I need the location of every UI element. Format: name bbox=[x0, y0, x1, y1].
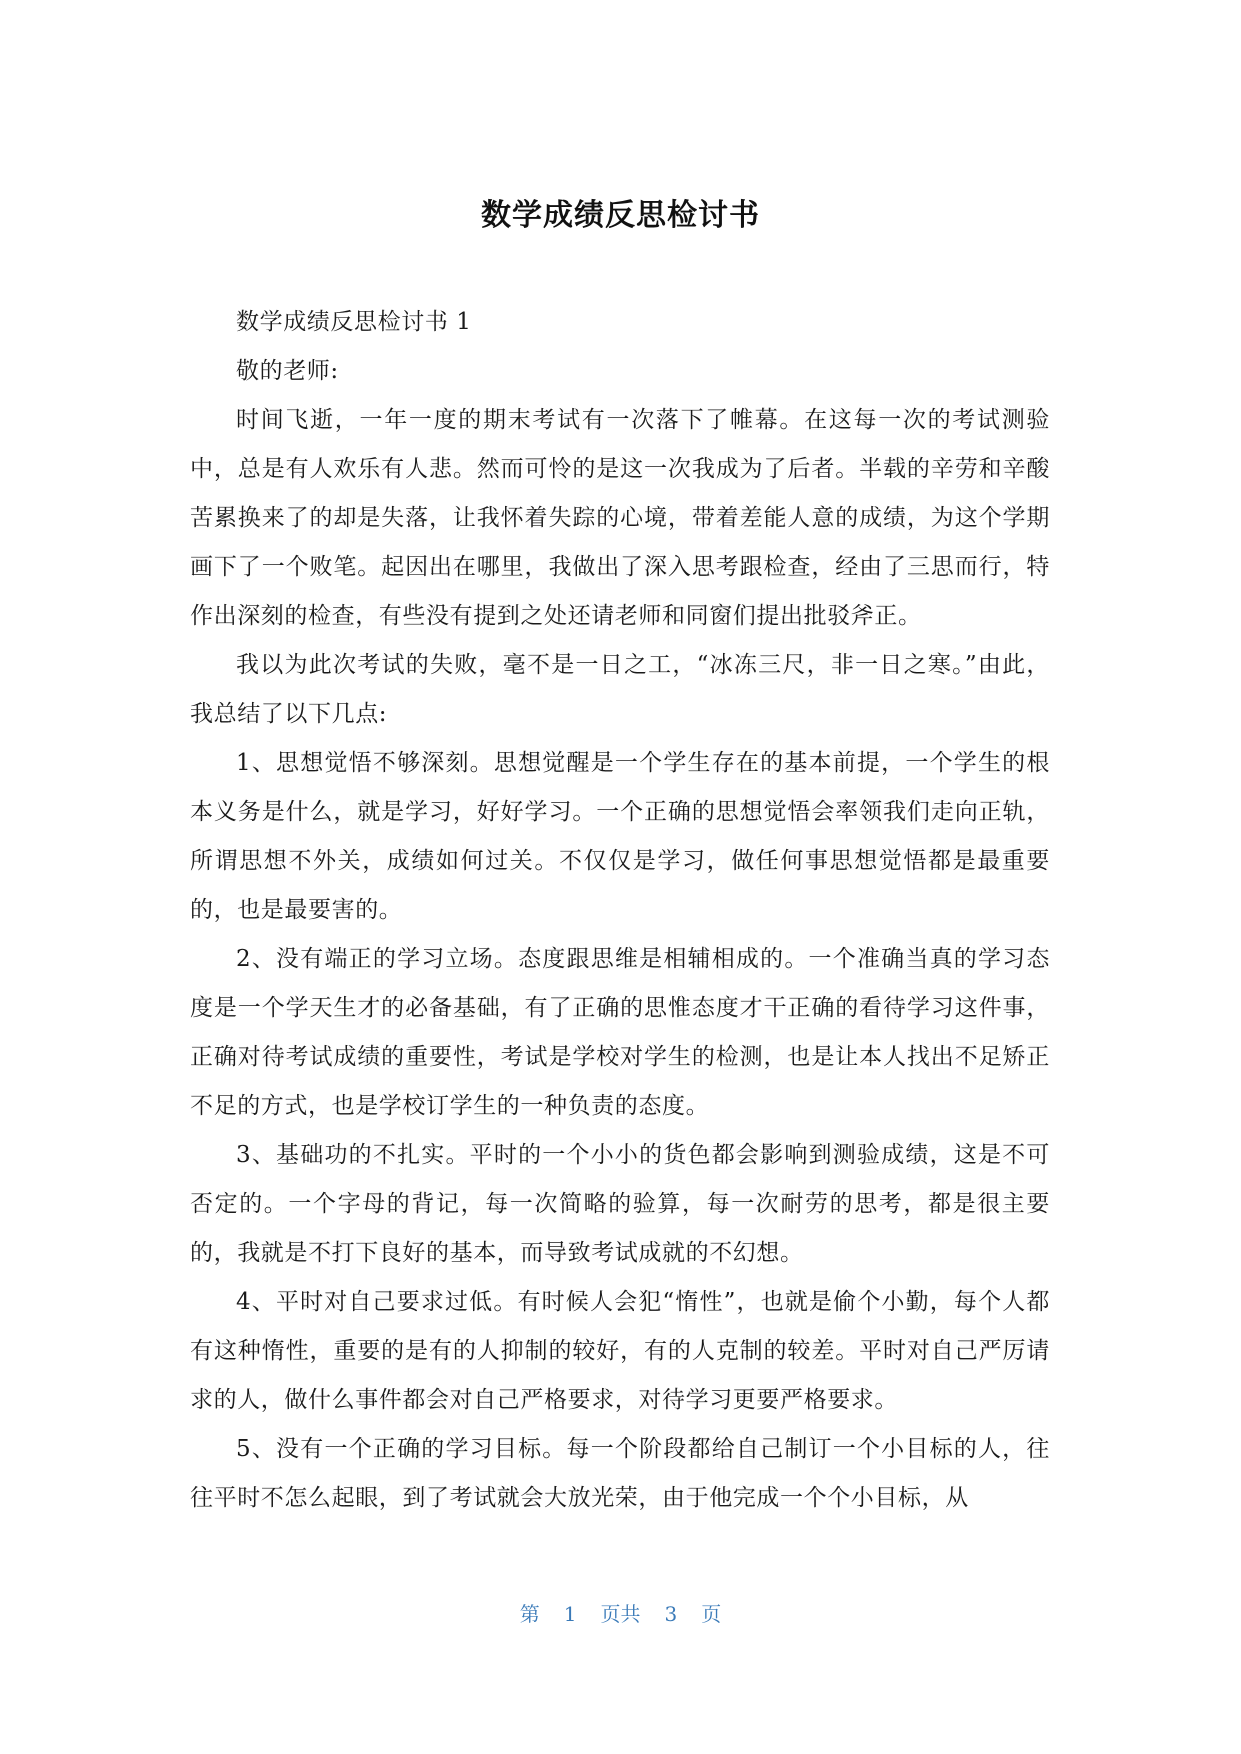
paragraph: 时间飞逝，一年一度的期末考试有一次落下了帷幕。在这每一次的考试测验中，总是有人欢乐有人悲。然而可怜的是这一次我成为了后者。半载的辛劳和辛酸苦累换来了的却是失落，让我怀着失踪的心境，带着差能人意的成绩，为这个学期画下了一个败笔。起因出在哪里，我做出了深入思考跟检查，经由了三思而行，特作出深刻的检查，有些没有提到之处还请老师和同窗们提出批驳斧正。 bbox=[190, 407, 1050, 629]
paragraph: 4、平时对自己要求过低。有时候人会犯“惰性”，也就是偷个小勤，每个人都有这种惰性，重要的是有的人抑制的较好，有的人克制的较差。平时对自己严厉请求的人，做什么事件都会对自己严格要求，对待学习更要严格要求。 bbox=[190, 1289, 1050, 1413]
page-footer bbox=[0, 1598, 1241, 1627]
footer-middle: 页共 bbox=[600, 1602, 641, 1626]
paragraph-salutation: 敬的老师: bbox=[236, 358, 339, 384]
paragraph: 我以为此次考试的失败，毫不是一日之工，“冰冻三尺，非一日之寒。”由此，我总结了以下几点: bbox=[190, 652, 1050, 727]
footer-current-page: 1 bbox=[563, 1602, 577, 1626]
paragraph: 1、思想觉悟不够深刻。思想觉醒是一个学生存在的基本前提，一个学生的根本义务是什么，就是学习，好好学习。一个正确的思想觉悟会率领我们走向正轨，所谓思想不外关，成绩如何过关。不仅仅是学习，做任何事思想觉悟都是最重要的，也是最要害的。 bbox=[190, 750, 1050, 923]
paragraph: 5、没有一个正确的学习目标。每一个阶段都给自己制订一个小目标的人，往往平时不怎么起眼，到了考试就会大放光荣，由于他完成一个个小目标，从 bbox=[190, 1436, 1050, 1511]
paragraph-subtitle: 数学成绩反思检讨书 1 bbox=[236, 309, 472, 335]
document-body bbox=[190, 298, 1050, 1523]
paragraph: 3、基础功的不扎实。平时的一个小小的货色都会影响到测验成绩，这是不可否定的。一个字母的背记，每一次简略的验算，每一次耐劳的思考，都是很主要的，我就是不打下良好的基本，而导致考试成就的不幻想。 bbox=[190, 1142, 1050, 1266]
document-title: 数学成绩反思检讨书 bbox=[481, 198, 760, 233]
footer-suffix: 页 bbox=[701, 1602, 722, 1626]
paragraph: 2、没有端正的学习立场。态度跟思维是相辅相成的。一个准确当真的学习态度是一个学天生才的必备基础，有了正确的思惟态度才干正确的看待学习这件事，正确对待考试成绩的重要性，考试是学校对学生的检测，也是让本人找出不足矫正不足的方式，也是学校订学生的一种负责的态度。 bbox=[190, 946, 1050, 1119]
footer-prefix: 第 bbox=[519, 1602, 540, 1626]
footer-total-pages: 3 bbox=[664, 1602, 678, 1626]
